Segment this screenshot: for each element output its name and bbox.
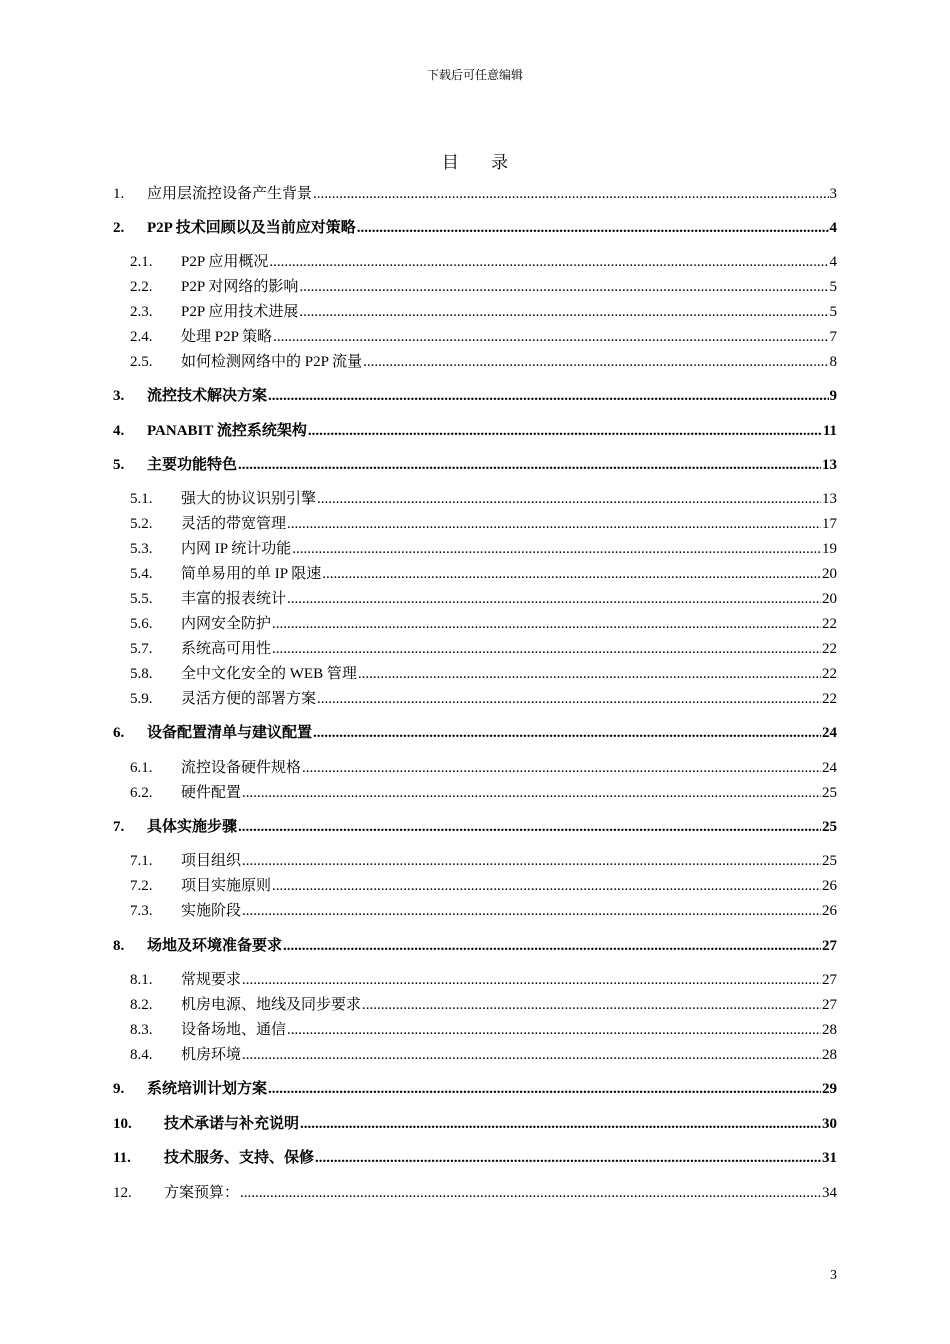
toc-entry-page: 20: [822, 566, 837, 582]
toc-entry-label: P2P 技术回顾以及当前应对策略: [147, 220, 356, 236]
toc-entry-number: 7.: [113, 819, 125, 835]
toc-entry[interactable]: [113, 722, 837, 744]
toc-dot-leader: [363, 351, 828, 373]
toc-entry-label: 流控技术解决方案: [147, 388, 268, 404]
toc-entry-page: 11: [822, 423, 837, 439]
toc-entry-label: P2P 应用概况: [181, 254, 269, 270]
toc-entry-number: 2.1.: [130, 254, 153, 270]
toc-dot-leader: [302, 757, 821, 779]
toc-dot-leader: [287, 588, 821, 610]
toc-dot-leader: [287, 1019, 821, 1041]
toc-entry-number: 6.2.: [130, 785, 153, 801]
toc-entry-number: 2.2.: [130, 279, 153, 295]
toc-entry-label: 具体实施步骤: [147, 819, 238, 835]
toc-entry-number: 5.5.: [130, 591, 153, 607]
toc-entry-number: 8.2.: [130, 997, 153, 1013]
toc-entry-page: 22: [822, 616, 837, 632]
toc-entry-label: 简单易用的单 IP 限速: [181, 566, 322, 582]
toc-entry-page: 27: [822, 938, 837, 954]
toc-entry-label: 设备场地、通信: [181, 1022, 287, 1038]
toc-entry[interactable]: [130, 663, 837, 685]
toc-entry-number: 5.: [113, 457, 125, 473]
toc-entry[interactable]: [130, 638, 837, 660]
toc-entry-label: 全中文化安全的 WEB 管理: [181, 666, 357, 682]
toc-entry-label: 如何检测网络中的 P2P 流量: [181, 354, 363, 370]
toc-dot-leader: [268, 1078, 821, 1100]
toc-entry-label: 设备配置清单与建议配置: [147, 725, 313, 741]
toc-entry[interactable]: [113, 217, 837, 239]
toc-entry-number: 5.4.: [130, 566, 153, 582]
toc-entry-label: 系统高可用性: [181, 641, 272, 657]
toc-entry[interactable]: [113, 935, 837, 957]
toc-entry[interactable]: [113, 420, 837, 442]
toc-entry-number: 2.5.: [130, 354, 153, 370]
toc-dot-leader: [240, 1182, 821, 1204]
toc-dot-leader: [273, 326, 828, 348]
toc-entry[interactable]: [130, 613, 837, 635]
toc-entry-number: 5.6.: [130, 616, 153, 632]
toc-entry-page: 22: [822, 666, 837, 682]
toc-entry-number: 8.3.: [130, 1022, 153, 1038]
toc-entry-page: 28: [822, 1047, 837, 1063]
toc-entry-page: 25: [822, 819, 837, 835]
toc-entry-page: 26: [822, 903, 837, 919]
toc-entry[interactable]: [130, 301, 837, 323]
toc-entry-number: 5.2.: [130, 516, 153, 532]
toc-dot-leader: [362, 994, 821, 1016]
page-number: 3: [830, 1268, 837, 1283]
toc-entry-page: 17: [822, 516, 837, 532]
toc-entry-page: 8: [829, 354, 837, 370]
toc-entry[interactable]: [130, 588, 837, 610]
toc-dot-leader: [238, 454, 821, 476]
toc-entry[interactable]: [113, 183, 837, 205]
toc-entry[interactable]: [130, 969, 837, 991]
toc-dot-leader: [272, 638, 821, 660]
toc-dot-leader: [358, 663, 821, 685]
toc-entry-page: 25: [822, 853, 837, 869]
toc-entry-page: 27: [822, 997, 837, 1013]
toc-entry-label: 项目实施原则: [181, 878, 272, 894]
toc-entry-label: P2P 对网络的影响: [181, 279, 299, 295]
toc-dot-leader: [242, 782, 821, 804]
toc-dot-leader: [299, 301, 828, 323]
toc-dot-leader: [242, 900, 821, 922]
toc-entry-number: 2.3.: [130, 304, 153, 320]
toc-entry-number: 2.4.: [130, 329, 153, 345]
toc-dot-leader: [292, 538, 821, 560]
toc-entry-label: 灵活方便的部署方案: [181, 691, 317, 707]
toc-entry[interactable]: [113, 1078, 837, 1100]
toc-entry[interactable]: [113, 385, 837, 407]
toc-entry-label: 技术服务、支持、保修: [164, 1150, 315, 1166]
toc-entry-page: 13: [822, 457, 837, 473]
toc-entry-label: 实施阶段: [181, 903, 242, 919]
toc-entry[interactable]: [130, 1044, 837, 1066]
toc-entry[interactable]: [113, 1147, 837, 1169]
toc-dot-leader: [357, 217, 829, 239]
toc-entry-number: 5.7.: [130, 641, 153, 657]
toc-entry-number: 7.2.: [130, 878, 153, 894]
toc-dot-leader: [269, 251, 828, 273]
toc-entry[interactable]: [130, 563, 837, 585]
toc-entry-number: 2.: [113, 220, 125, 236]
toc-dot-leader: [238, 816, 821, 838]
toc-entry-page: 22: [822, 641, 837, 657]
toc-entry-number: 6.: [113, 725, 125, 741]
toc-entry[interactable]: [130, 1019, 837, 1041]
toc-entry[interactable]: [130, 276, 837, 298]
toc-entry-page: 5: [829, 304, 837, 320]
toc-entry-label: 场地及环境准备要求: [147, 938, 283, 954]
toc-entry-label: PANABIT 流控系统架构: [147, 423, 307, 439]
toc-dot-leader: [242, 1044, 821, 1066]
toc-entry[interactable]: [113, 454, 837, 476]
toc-entry-page: 30: [822, 1116, 837, 1132]
toc-entry-label: 系统培训计划方案: [147, 1081, 268, 1097]
toc-entry[interactable]: [130, 850, 837, 872]
toc-entry-label: 硬件配置: [181, 785, 242, 801]
toc-dot-leader: [313, 183, 828, 205]
toc-dot-leader: [287, 513, 821, 535]
toc-entry-page: 7: [829, 329, 837, 345]
toc-entry-number: 12.: [113, 1185, 132, 1201]
toc-entry-page: 9: [829, 388, 837, 404]
toc-entry[interactable]: [130, 251, 837, 273]
toc-entry[interactable]: [130, 488, 837, 510]
toc-entry-label: 常规要求: [181, 972, 242, 988]
toc-dot-leader: [322, 563, 821, 585]
toc-entry-number: 6.1.: [130, 760, 153, 776]
toc-dot-leader: [272, 613, 821, 635]
toc-entry-page: 29: [822, 1081, 837, 1097]
toc-dot-leader: [268, 385, 828, 407]
toc-entry-number: 5.8.: [130, 666, 153, 682]
toc-entry[interactable]: [130, 900, 837, 922]
toc-entry-page: 4: [829, 254, 837, 270]
toc-entry-page: 5: [829, 279, 837, 295]
toc-entry-label: 机房电源、地线及同步要求: [181, 997, 362, 1013]
toc-entry-page: 3: [829, 186, 837, 202]
toc-dot-leader: [242, 850, 821, 872]
toc-entry-label: 应用层流控设备产生背景: [147, 186, 313, 202]
toc-entry-label: 处理 P2P 策略: [181, 329, 273, 345]
toc-entry-number: 4.: [113, 423, 125, 439]
toc-entry-page: 28: [822, 1022, 837, 1038]
toc-entry-label: 机房环境: [181, 1047, 242, 1063]
toc-entry-label: 流控设备硬件规格: [181, 760, 302, 776]
toc-entry-number: 5.9.: [130, 691, 153, 707]
toc-entry-label: 丰富的报表统计: [181, 591, 287, 607]
toc-entry-label: 内网安全防护: [181, 616, 272, 632]
toc-entry-number: 1.: [113, 186, 125, 202]
toc-entry-label: 技术承诺与补充说明: [164, 1116, 300, 1132]
toc-entry-label: 方案预算：: [164, 1185, 240, 1201]
toc-dot-leader: [242, 969, 821, 991]
toc-entry-label: 灵活的带宽管理: [181, 516, 287, 532]
toc-entry-page: 24: [822, 760, 837, 776]
toc-entry-number: 5.3.: [130, 541, 153, 557]
toc-entry-page: 20: [822, 591, 837, 607]
toc-entry-label: 项目组织: [181, 853, 242, 869]
toc-entry[interactable]: [130, 538, 837, 560]
toc-entry-number: 8.1.: [130, 972, 153, 988]
toc-entry-label: P2P 应用技术进展: [181, 304, 299, 320]
toc-entry-label: 强大的协议识别引擎: [181, 491, 317, 507]
toc-entry-page: 24: [822, 725, 837, 741]
toc-entry-number: 11.: [113, 1150, 131, 1166]
toc-entry-page: 25: [822, 785, 837, 801]
toc-dot-leader: [308, 420, 822, 442]
toc-entry[interactable]: [130, 994, 837, 1016]
toc-entry[interactable]: [130, 351, 837, 373]
toc-entry-page: 4: [829, 220, 837, 236]
toc-entry-page: 31: [822, 1150, 837, 1166]
toc-title: 目 录: [441, 153, 523, 172]
toc-entry-number: 5.1.: [130, 491, 153, 507]
toc-entry-page: 19: [822, 541, 837, 557]
toc-entry[interactable]: [113, 1113, 837, 1135]
toc-entry[interactable]: [130, 688, 837, 710]
toc-dot-leader: [272, 875, 821, 897]
toc-entry-page: 13: [822, 491, 837, 507]
toc-entry-number: 8.: [113, 938, 125, 954]
toc-entry-number: 10.: [113, 1116, 132, 1132]
toc-entry[interactable]: [130, 757, 837, 779]
toc-dot-leader: [300, 1113, 821, 1135]
toc-entry[interactable]: [130, 326, 837, 348]
toc-entry-number: 7.3.: [130, 903, 153, 919]
toc-entry-page: 22: [822, 691, 837, 707]
toc-entry[interactable]: [113, 816, 837, 838]
toc-entry-page: 26: [822, 878, 837, 894]
toc-entry-number: 3.: [113, 388, 125, 404]
toc-dot-leader: [299, 276, 828, 298]
toc-dot-leader: [317, 488, 821, 510]
toc-dot-leader: [317, 688, 821, 710]
page-header: 下载后可任意编辑: [426, 68, 523, 82]
toc-entry-number: 8.4.: [130, 1047, 153, 1063]
toc-entry-label: 主要功能特色: [147, 457, 238, 473]
toc-dot-leader: [283, 935, 821, 957]
toc-entry[interactable]: [130, 782, 837, 804]
toc-entry-page: 27: [822, 972, 837, 988]
toc-entry-label: 内网 IP 统计功能: [181, 541, 292, 557]
toc-entry-number: 7.1.: [130, 853, 153, 869]
toc-entry[interactable]: [113, 1182, 837, 1204]
toc-entry-number: 9.: [113, 1081, 125, 1097]
toc-dot-leader: [313, 722, 821, 744]
toc-dot-leader: [315, 1147, 821, 1169]
toc-entry[interactable]: [130, 513, 837, 535]
toc-entry-page: 34: [822, 1185, 837, 1201]
toc-entry[interactable]: [130, 875, 837, 897]
